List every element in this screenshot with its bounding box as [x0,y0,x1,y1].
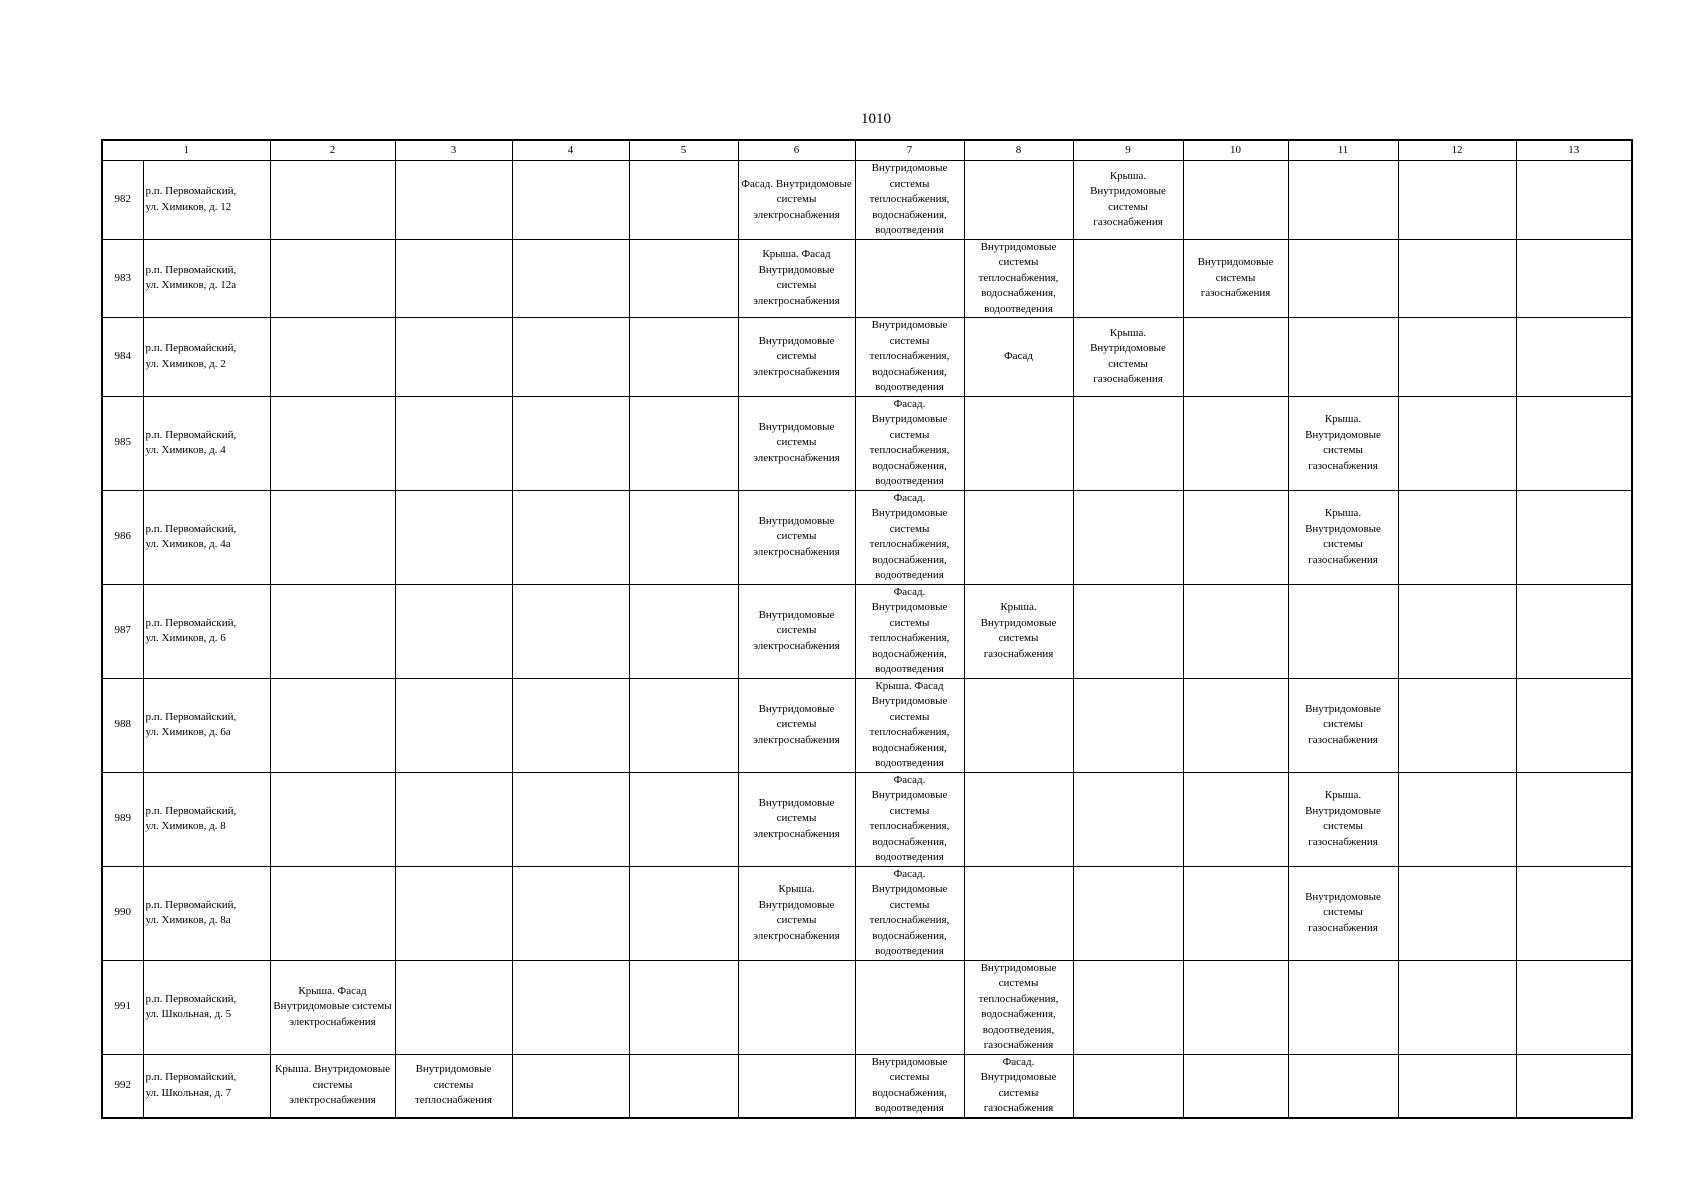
work-cell-col-6 [738,1054,855,1118]
work-cell-col-10 [1183,318,1288,397]
work-text: Крыша. Внутридомовые системы газоснабжения [1090,326,1166,386]
work-cell-col-12 [1398,396,1516,490]
work-cell-col-13 [1516,866,1632,960]
address-line-1: р.п. Первомайский, [145,898,237,911]
work-cell-col-13 [1516,318,1632,397]
work-cell-col-8 [964,161,1073,240]
work-cell-col-9 [1073,1054,1183,1118]
column-header-9: 9 [1073,140,1183,161]
work-cell-col-3 [395,239,512,318]
work-cell-col-6 [738,396,855,490]
table-row [102,318,1632,397]
work-cell-col-8 [964,318,1073,397]
work-cell-col-8 [964,678,1073,772]
work-text: Внутридомовые системы электроснабжения [753,608,840,652]
page-number: 1010 [861,111,891,127]
work-cell-col-4 [512,772,629,866]
address-line-1: р.п. Первомайский, [145,710,237,723]
column-header-4: 4 [512,140,629,161]
work-text: Фасад. Внутридомовые системы теплоснабжения, водоснабжения, водоотведения [869,867,950,957]
work-text: Фасад. Внутридомовые системы теплоснабжения, водоснабжения, водоотведения [869,585,950,675]
work-text: Внутридомовые системы газоснабжения [1197,256,1274,299]
work-text: Внутридомовые системы газоснабжения [1305,702,1381,746]
work-text: Крыша. Внутридомовые системы газоснабжения [1305,789,1381,848]
work-cell-col-13 [1516,1054,1632,1118]
work-cell-col-12 [1398,490,1516,584]
work-text: Внутридомовые системы теплоснабжения, водоснабжения, водоотведения [978,240,1059,315]
work-cell-col-5 [629,678,738,772]
work-cell-col-9 [1073,678,1183,772]
work-text: Фасад. Внутридомовые системы электроснабжения [741,177,852,221]
work-cell-col-11 [1288,772,1398,866]
work-cell-col-10 [1183,490,1288,584]
row-number: 990 [102,866,143,960]
table-row [102,239,1632,318]
work-cell-col-11 [1288,584,1398,678]
work-text: Крыша. Внутридомовые системы электроснабжения [753,883,840,942]
work-cell-col-5 [629,318,738,397]
work-cell-col-11 [1288,318,1398,397]
work-cell-col-7 [855,584,964,678]
work-cell-col-10 [1183,584,1288,678]
work-text: Внутридомовые системы теплоснабжения [415,1063,492,1107]
row-number: 983 [102,239,143,318]
address-cell [143,161,270,240]
work-cell-col-4 [512,318,629,397]
work-cell-col-3 [395,960,512,1054]
address-line-2: ул. Химиков, д. 12а [145,279,237,292]
work-cell-col-7 [855,866,964,960]
work-cell-col-6 [738,772,855,866]
work-cell-col-4 [512,396,629,490]
work-cell-col-9 [1073,239,1183,318]
work-cell-col-9 [1073,772,1183,866]
work-cell-col-3 [395,490,512,584]
work-cell-col-13 [1516,678,1632,772]
work-cell-col-6 [738,161,855,240]
work-cell-col-12 [1398,161,1516,240]
work-text: Крыша. Внутридомовые системы газоснабжения [1305,413,1381,472]
address-line-2: ул. Химиков, д. 4а [145,538,231,550]
work-cell-col-13 [1516,161,1632,240]
work-cell-col-7 [855,239,964,318]
work-cell-col-4 [512,1054,629,1118]
column-header-13: 13 [1516,140,1632,161]
work-cell-col-2 [270,318,395,397]
table-row [102,490,1632,584]
table-row [102,396,1632,490]
work-cell-col-7 [855,772,964,866]
address-cell [143,866,270,960]
work-cell-col-10 [1183,866,1288,960]
work-cell-col-11 [1288,1054,1398,1118]
address-line-1: р.п. Первомайский, [145,185,237,198]
work-cell-col-6 [738,239,855,318]
work-cell-col-12 [1398,866,1516,960]
column-header-3: 3 [395,140,512,161]
work-cell-col-12 [1398,584,1516,678]
work-cell-col-5 [629,1054,738,1118]
row-number: 988 [102,678,143,772]
address-cell [143,772,270,866]
work-text: Крыша. Внутридомовые системы газоснабжения [1305,507,1381,566]
work-text: Внутридомовые системы электроснабжения [753,702,840,746]
work-cell-col-6 [738,318,855,397]
work-cell-col-8 [964,396,1073,490]
work-cell-col-2 [270,584,395,678]
column-header-2: 2 [270,140,395,161]
work-cell-col-4 [512,239,629,318]
work-text: Внутридомовые системы электроснабжения [753,334,840,378]
work-cell-col-3 [395,772,512,866]
work-cell-col-3 [395,678,512,772]
work-text: Фасад. Внутридомовые системы теплоснабжения, водоснабжения, водоотведения [869,491,950,581]
address-cell [143,960,270,1054]
work-text: Внутридомовые системы электроснабжения [753,420,840,464]
table-row [102,584,1632,678]
work-cell-col-5 [629,960,738,1054]
work-cell-col-10 [1183,960,1288,1054]
work-cell-col-3 [395,584,512,678]
work-cell-col-9 [1073,396,1183,490]
work-cell-col-4 [512,960,629,1054]
work-text: Фасад. Внутридомовые системы теплоснабжения, водоснабжения, водоотведения [869,773,950,863]
work-cell-col-2 [270,772,395,866]
address-cell [143,1054,270,1118]
work-cell-col-10 [1183,772,1288,866]
work-cell-col-3 [395,161,512,240]
address-cell [143,396,270,490]
work-cell-col-11 [1288,960,1398,1054]
work-cell-col-11 [1288,866,1398,960]
work-text: Внутридомовые системы водоснабжения, водоотведения [871,1055,948,1114]
work-cell-col-7 [855,678,964,772]
work-text: Внутридомовые системы теплоснабжения, водоснабжения, водоотведения [869,162,950,236]
column-header-11: 11 [1288,140,1398,161]
work-cell-col-12 [1398,772,1516,866]
column-number-row [102,140,1632,161]
work-cell-col-8 [964,490,1073,584]
work-text: Фасад [1003,350,1034,362]
work-cell-col-13 [1516,584,1632,678]
work-cell-col-12 [1398,239,1516,318]
column-header-7: 7 [855,140,964,161]
work-cell-col-5 [629,239,738,318]
work-text: Крыша. Фасад Внутридомовые системы электроснабжения [273,984,392,1028]
work-cell-col-11 [1288,161,1398,240]
work-cell-col-10 [1183,161,1288,240]
work-cell-col-10 [1183,678,1288,772]
work-cell-col-7 [855,318,964,397]
work-cell-col-6 [738,490,855,584]
work-cell-col-7 [855,960,964,1054]
work-cell-col-2 [270,490,395,584]
work-cell-col-8 [964,866,1073,960]
work-cell-col-8 [964,584,1073,678]
row-number: 991 [102,960,143,1054]
work-cell-col-9 [1073,161,1183,240]
work-cell-col-6 [738,866,855,960]
table-row [102,678,1632,772]
work-cell-col-12 [1398,318,1516,397]
address-line-2: ул. Школьная, д. 5 [145,1008,232,1020]
address-line-2: ул. Школьная, д. 7 [145,1086,232,1099]
work-cell-col-12 [1398,960,1516,1054]
work-cell-col-2 [270,161,395,240]
address-line-2: ул. Химиков, д. 12 [145,200,232,213]
work-cell-col-10 [1183,1054,1288,1118]
table-row [102,1054,1632,1118]
work-text: Фасад. Внутридомовые системы теплоснабжения, водоснабжения, водоотведения [869,397,950,487]
row-number: 984 [102,318,143,397]
row-number: 992 [102,1054,143,1118]
address-line-1: р.п. Первомайский, [145,804,237,817]
work-cell-col-7 [855,396,964,490]
address-line-1: р.п. Первомайский, [145,522,237,535]
work-cell-col-7 [855,161,964,240]
address-line-2: ул. Химиков, д. 8 [145,820,226,832]
work-cell-col-3 [395,866,512,960]
work-cell-col-2 [270,1054,395,1118]
table-row [102,960,1632,1054]
address-line-1: р.п. Первомайский, [145,992,237,1005]
address-cell [143,584,270,678]
column-header-12: 12 [1398,140,1516,161]
work-cell-col-9 [1073,584,1183,678]
work-cell-col-9 [1073,318,1183,397]
address-line-2: ул. Химиков, д. 6 [145,632,226,644]
work-cell-col-13 [1516,490,1632,584]
work-text: Внутридомовые системы теплоснабжения, водоснабжения, водоотведения, газоснабжения [978,961,1059,1051]
address-line-1: р.п. Первомайский, [145,342,237,355]
work-cell-col-3 [395,396,512,490]
work-cell-col-8 [964,239,1073,318]
work-cell-col-4 [512,161,629,240]
work-cell-col-4 [512,490,629,584]
work-cell-col-4 [512,584,629,678]
address-line-2: ул. Химиков, д. 2 [145,357,226,370]
work-cell-col-13 [1516,772,1632,866]
work-cell-col-5 [629,490,738,584]
address-cell [143,678,270,772]
work-text: Фасад. Внутридомовые системы газоснабжения [980,1055,1057,1114]
work-cell-col-2 [270,678,395,772]
work-cell-col-6 [738,960,855,1054]
work-text: Крыша. Внутридомовые системы газоснабжения [1090,169,1166,229]
row-number: 987 [102,584,143,678]
address-line-1: р.п. Первомайский, [145,428,237,441]
work-cell-col-4 [512,866,629,960]
row-number: 985 [102,396,143,490]
work-cell-col-11 [1288,678,1398,772]
work-cell-col-7 [855,490,964,584]
work-cell-col-12 [1398,678,1516,772]
work-cell-col-2 [270,960,395,1054]
address-line-2: ул. Химиков, д. 4 [145,444,226,456]
work-cell-col-13 [1516,396,1632,490]
address-cell [143,239,270,318]
work-cell-col-11 [1288,490,1398,584]
address-line-1: р.п. Первомайский, [145,1071,237,1083]
work-text: Крыша. Внутридомовые системы электроснабжения [275,1063,390,1107]
work-text: Внутридомовые системы электроснабжения [753,796,840,840]
work-cell-col-7 [855,1054,964,1118]
column-header-10: 10 [1183,140,1288,161]
work-cell-col-9 [1073,490,1183,584]
work-text: Внутридомовые системы газоснабжения [1305,890,1381,934]
work-text: Внутридомовые системы электроснабжения [753,514,840,558]
work-cell-col-10 [1183,239,1288,318]
work-cell-col-11 [1288,396,1398,490]
work-text: Внутридомовые системы теплоснабжения, водоснабжения, водоотведения [869,319,950,393]
work-cell-col-2 [270,239,395,318]
work-cell-col-2 [270,396,395,490]
address-line-2: ул. Химиков, д. 6а [145,726,231,738]
address-cell [143,318,270,397]
work-cell-col-13 [1516,239,1632,318]
work-cell-col-11 [1288,239,1398,318]
work-cell-col-3 [395,318,512,397]
row-number: 986 [102,490,143,584]
work-cell-col-5 [629,584,738,678]
work-text: Крыша. Фасад Внутридомовые системы теплоснабжения, водоснабжения, водоотведения [869,679,950,769]
work-cell-col-5 [629,866,738,960]
work-cell-col-3 [395,1054,512,1118]
work-cell-col-8 [964,772,1073,866]
work-cell-col-8 [964,960,1073,1054]
work-cell-col-6 [738,584,855,678]
work-cell-col-6 [738,678,855,772]
table-row [102,161,1632,240]
column-header-6: 6 [738,140,855,161]
table-row [102,866,1632,960]
row-number: 989 [102,772,143,866]
capital-repair-schedule-table [101,139,1633,1119]
address-cell [143,490,270,584]
column-header-5: 5 [629,140,738,161]
work-cell-col-8 [964,1054,1073,1118]
work-cell-col-5 [629,161,738,240]
work-cell-col-12 [1398,1054,1516,1118]
work-cell-col-2 [270,866,395,960]
column-header-8: 8 [964,140,1073,161]
address-line-2: ул. Химиков, д. 8а [145,914,231,926]
table-row [102,772,1632,866]
work-cell-col-5 [629,772,738,866]
work-cell-col-13 [1516,960,1632,1054]
column-header-1: 1 [102,140,270,161]
work-cell-col-9 [1073,960,1183,1054]
address-line-1: р.п. Первомайский, [145,616,237,629]
work-text: Крыша. Внутридомовые системы газоснабжения [980,601,1057,660]
work-cell-col-4 [512,678,629,772]
address-line-1: р.п. Первомайский, [145,263,237,276]
row-number: 982 [102,161,143,240]
work-cell-col-9 [1073,866,1183,960]
work-cell-col-10 [1183,396,1288,490]
work-cell-col-5 [629,396,738,490]
work-text: Крыша. Фасад Внутридомовые системы электроснабжения [753,248,840,307]
